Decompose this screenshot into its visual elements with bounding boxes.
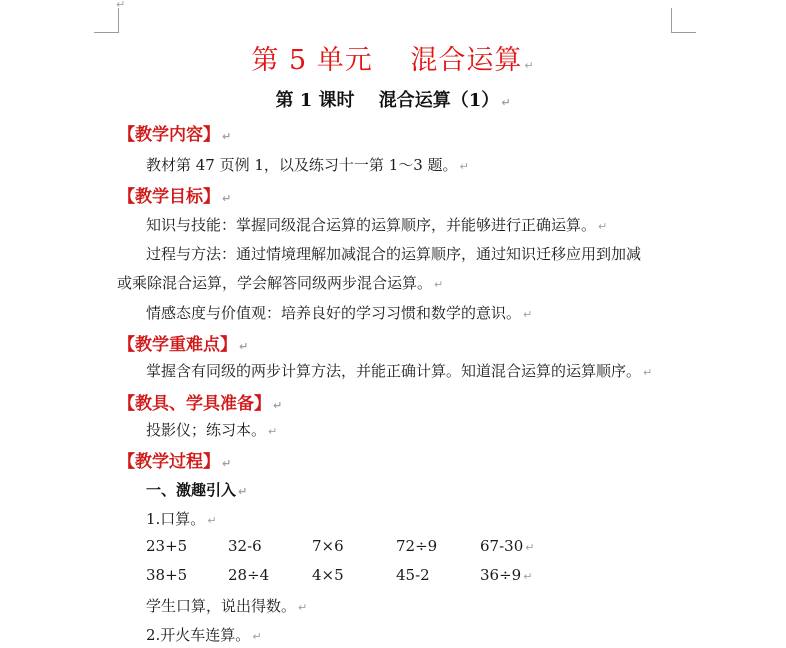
paragraph-mark-icon: ↵ [434,278,444,291]
heading-teaching-goals: 【教学目标】 ↵ [118,187,232,207]
tools-text: 投影仪；练习本。 ↵ [146,421,278,439]
paragraph-mark-icon: ↵ [598,220,608,233]
paragraph-mark-icon: ↵ [222,457,232,470]
paragraph-mark-icon: ↵ [207,514,217,527]
paragraph-mark-icon: ↵ [252,630,262,643]
process-note: 学生口算，说出得数。 ↵ [146,597,308,615]
calc-item: 38+5 [146,566,188,584]
title-text: 第 5 单元 混合运算 [251,45,523,76]
goal-attitude: 情感态度与价值观：培养良好的学习习惯和数学的意识。 ↵ [146,304,533,322]
lesson-subtitle [0,86,786,112]
goal-process-line2: 或乘除混合运算，学会解答同级两步混合运算。 ↵ [117,274,444,292]
calc-item: 28÷4 [228,566,270,584]
document-title [0,38,786,77]
paragraph-mark-icon: ↵ [298,601,308,614]
heading-teaching-content: 【教学内容】 ↵ [118,125,232,145]
calc-item: 4×5 [312,566,344,584]
paragraph-mark-icon: ↵ [222,130,232,143]
calc-item: 45-2 [396,566,430,584]
paragraph-mark-icon: ↵ [524,59,535,72]
calc-item: 67-30 ↵ [480,537,535,555]
paragraph-mark-icon: ↵ [268,425,278,438]
process-step-intro: 一、激趣引入 ↵ [146,481,248,499]
paragraph-mark-icon: ↵ [643,366,653,379]
paragraph-mark-icon: ↵ [238,485,248,498]
paragraph-mark-icon: ↵ [239,340,249,353]
paragraph-mark-icon: ↵ [501,96,511,109]
calc-item: 36÷9 ↵ [480,566,533,584]
paragraph-mark-icon: ↵ [525,541,535,554]
calc-item: 23+5 [146,537,188,555]
crop-mark-top-left [94,8,119,33]
paragraph-mark-icon: ↵ [523,570,533,583]
teaching-content-text: 教材第 47 页例 1，以及练习十一第 1～3 题。 ↵ [146,156,469,174]
goal-process-line1: 过程与方法：通过情境理解加减混合的运算顺序，通过知识迁移应用到加减 [146,245,642,263]
calc-item: 32-6 [228,537,262,555]
paragraph-mark-icon: ↵ [273,399,283,412]
paragraph-mark-icon: ↵ [222,192,232,205]
heading-teaching-process: 【教学过程】 ↵ [118,452,232,472]
calc-item: 72÷9 [396,537,438,555]
heading-tools: 【教具、学具准备】 ↵ [118,394,283,414]
key-points-text: 掌握含有同级的两步计算方法，并能正确计算。知道混合运算的运算顺序。 ↵ [146,362,653,380]
paragraph-mark-icon: ↵ [523,308,533,321]
paragraph-mark-icon: ↵ [116,0,126,11]
heading-key-points: 【教学重难点】 ↵ [118,335,249,355]
goal-knowledge: 知识与技能：掌握同级混合运算的运算顺序，并能够进行正确运算。 ↵ [146,216,608,234]
process-sub-oral: 1.口算。 ↵ [146,510,217,528]
calc-item: 7×6 [312,537,344,555]
crop-mark-top-right [671,8,696,33]
subtitle-text: 第 1 课时 混合运算（1） [275,90,500,111]
paragraph-mark-icon: ↵ [459,160,469,173]
process-sub-train: 2.开火车连算。 ↵ [146,626,262,644]
